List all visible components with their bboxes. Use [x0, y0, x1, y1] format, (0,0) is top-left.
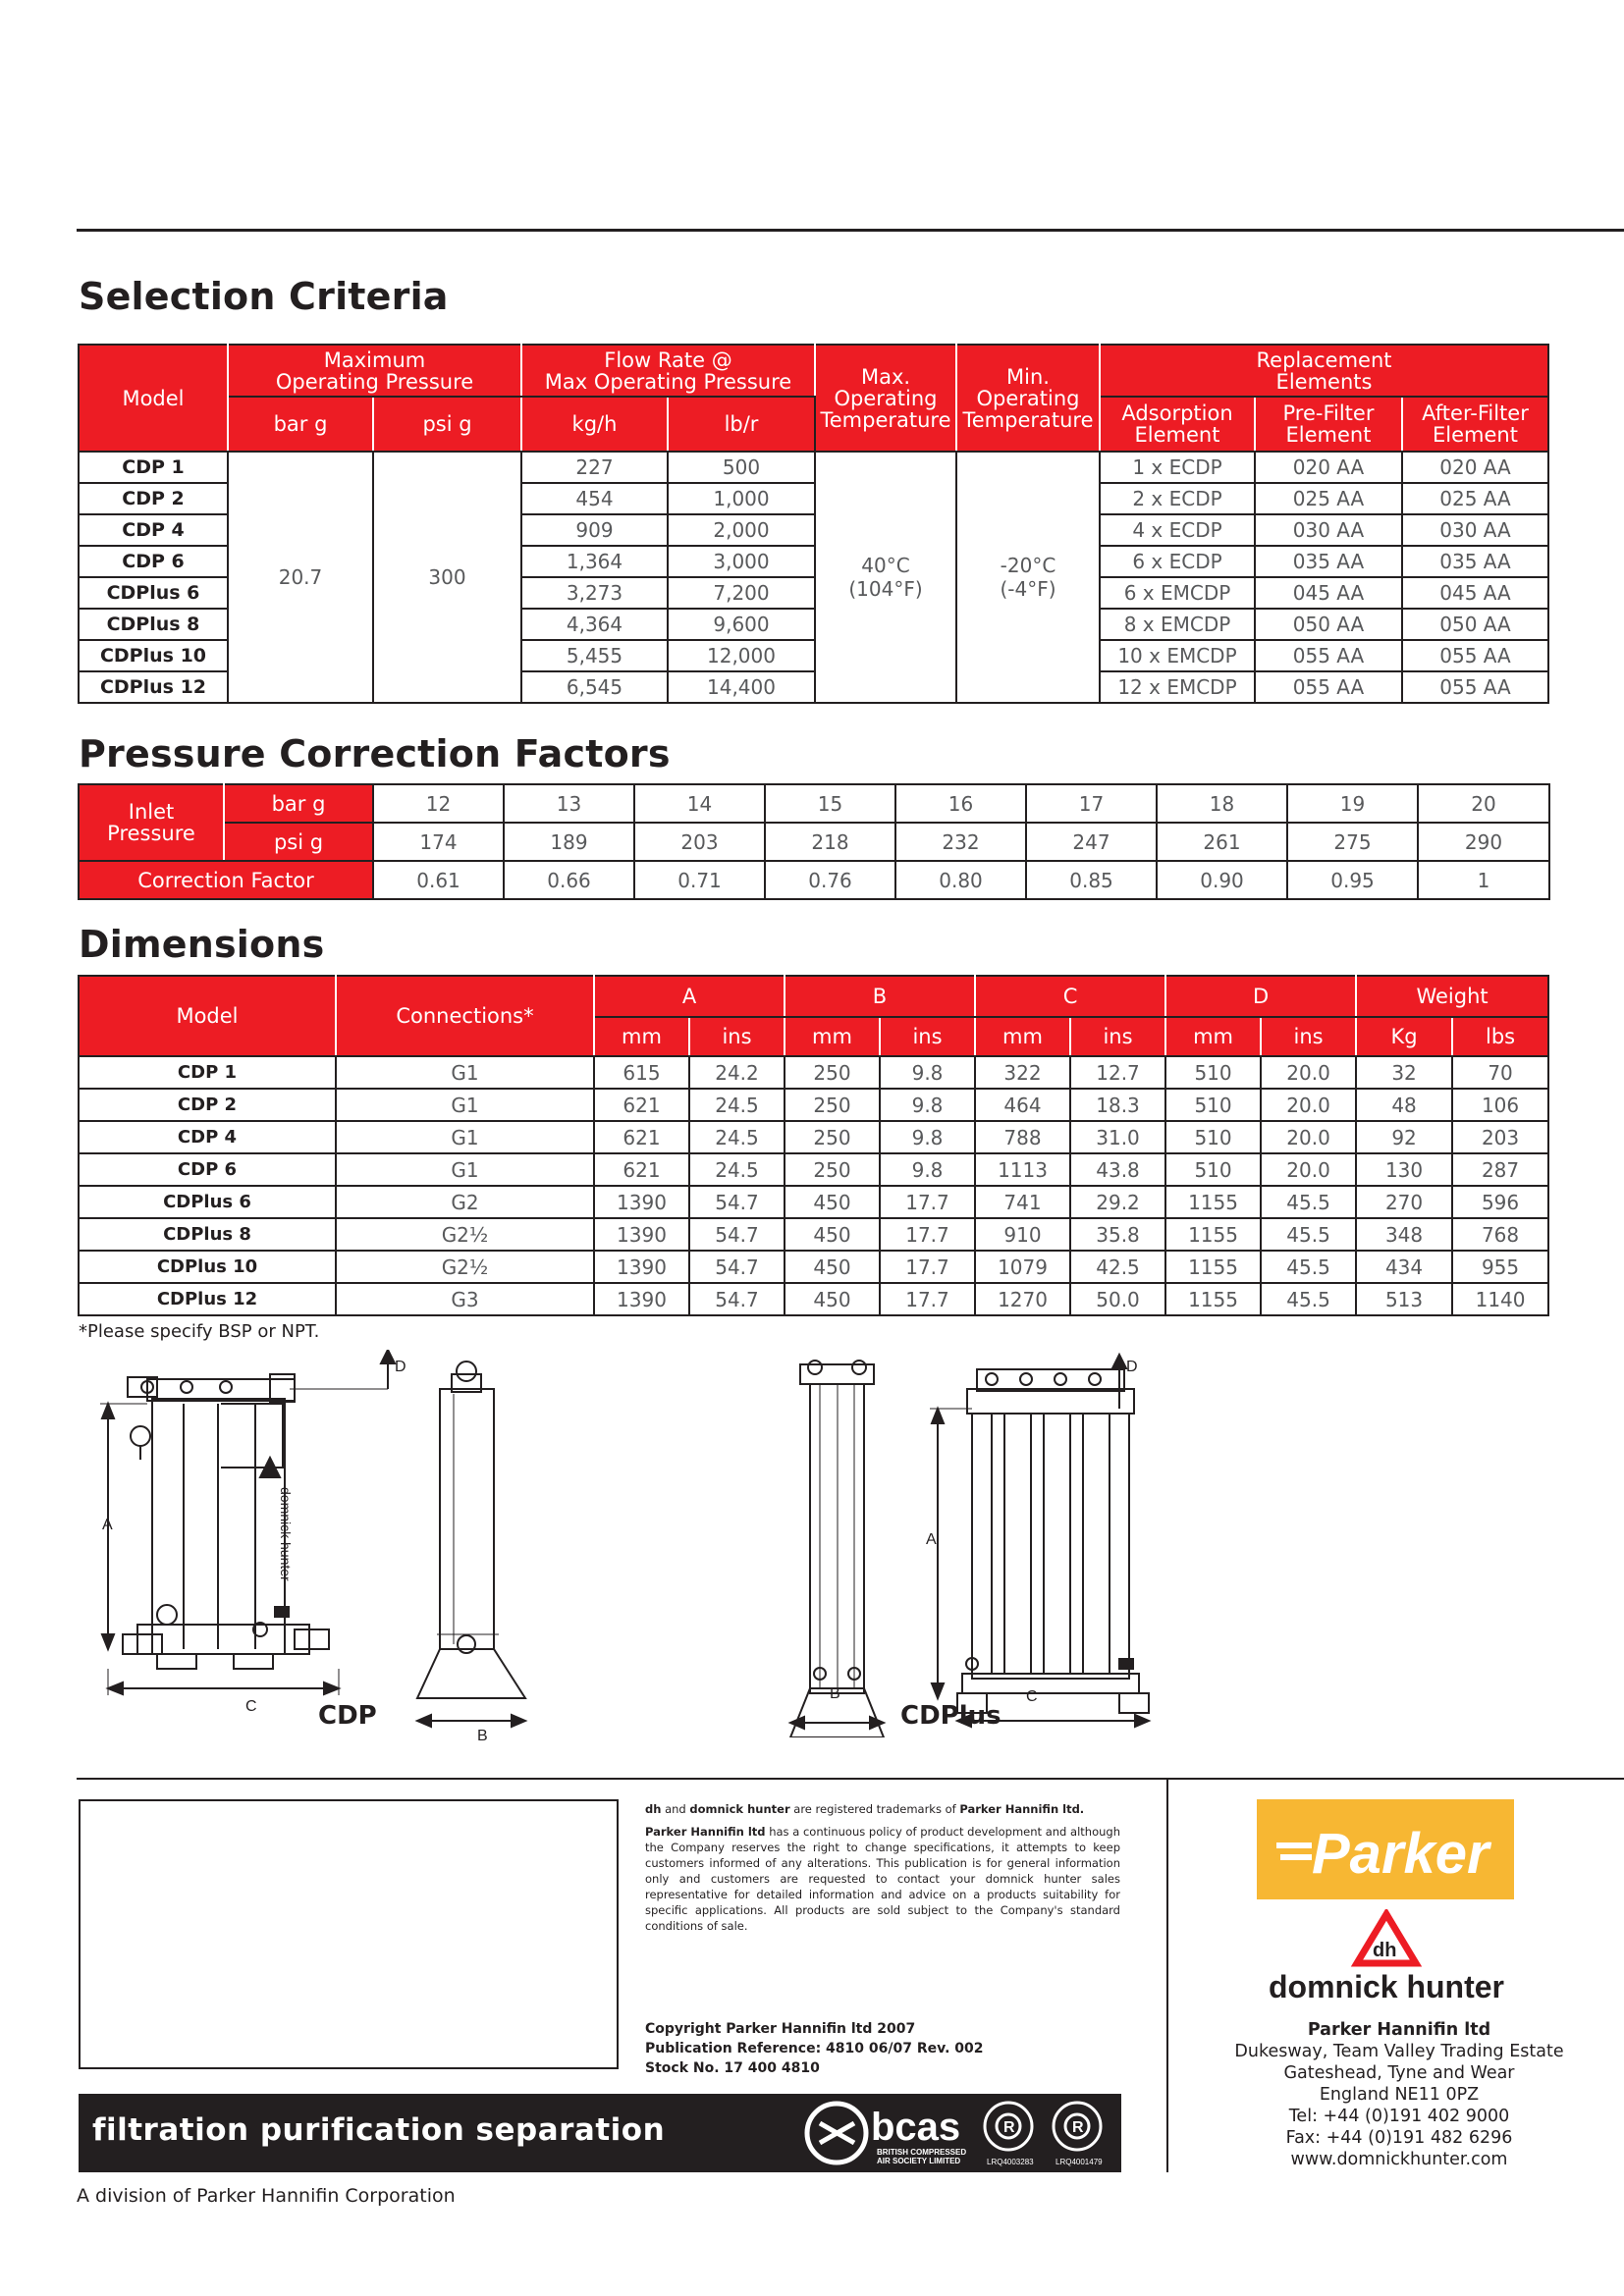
psi-value: 203 [634, 823, 765, 861]
header-ins: ins [1261, 1017, 1356, 1056]
c-in-cell: 29.2 [1070, 1186, 1165, 1218]
lbs-cell: 106 [1452, 1089, 1548, 1121]
adsorption-cell: 1 x ECDP [1100, 452, 1255, 483]
domnick-hunter-logo [1252, 1909, 1522, 2007]
header-model: Model [79, 345, 228, 452]
correction-factor-value: 0.85 [1026, 861, 1157, 899]
pre-filter-cell: 045 AA [1255, 577, 1402, 609]
flow-lbr-cell: 7,200 [668, 577, 815, 609]
d-in-cell: 45.5 [1261, 1251, 1356, 1283]
company-address [1188, 2019, 1610, 2170]
dim-d-label: D [395, 1359, 406, 1375]
trademark-notice: dh and domnick hunter are registered trademarks of Parker Hannifin ltd. [645, 1802, 1085, 1816]
after-filter-cell: 055 AA [1402, 671, 1548, 703]
top-rule [77, 229, 1624, 232]
lbs-cell: 70 [1452, 1056, 1548, 1089]
psi-g-label: psi g [224, 823, 373, 861]
b-in-cell: 9.8 [880, 1153, 975, 1186]
parker-logo [1257, 1799, 1514, 1899]
a-mm-cell: 621 [594, 1121, 689, 1153]
header-mm: mm [975, 1017, 1070, 1056]
dimensions-row [79, 1089, 1548, 1121]
b-in-cell: 9.8 [880, 1056, 975, 1089]
d-mm-cell: 510 [1165, 1153, 1261, 1186]
flow-kgh-cell: 1,364 [521, 546, 668, 577]
cdp-dimension-drawing [88, 1350, 550, 1742]
header-max-temperature: Max. Operating Temperature [815, 345, 956, 452]
lbs-cell: 203 [1452, 1121, 1548, 1153]
inlet-pressure-label: Inlet Pressure [79, 784, 224, 861]
stock-number: Stock No. 17 400 4810 [645, 2060, 820, 2076]
dim-c-label: C [1026, 1688, 1038, 1705]
dim-c-label: C [245, 1698, 257, 1715]
footer-rule [77, 1778, 1624, 1780]
a-mm-cell: 1390 [594, 1283, 689, 1315]
dim-b-label: B [477, 1728, 488, 1742]
model-cell: CDP 4 [79, 514, 228, 546]
kg-cell: 92 [1356, 1121, 1452, 1153]
c-mm-cell: 1113 [975, 1153, 1070, 1186]
bar-value: 20 [1418, 784, 1549, 823]
address-line-1: Dukesway, Team Valley Trading Estate [1234, 2042, 1564, 2061]
header-after-filter-element: After-Filter Element [1402, 397, 1548, 452]
flow-kgh-cell: 3,273 [521, 577, 668, 609]
flow-kgh-cell: 227 [521, 452, 668, 483]
connection-cell: G2½ [336, 1251, 594, 1283]
d-in-cell: 45.5 [1261, 1218, 1356, 1251]
pre-filter-cell: 020 AA [1255, 452, 1402, 483]
address-line-3: England NE11 0PZ [1319, 2085, 1480, 2105]
header-connections: Connections* [336, 976, 594, 1056]
d-mm-cell: 1155 [1165, 1218, 1261, 1251]
b-in-cell: 17.7 [880, 1218, 975, 1251]
dimensions-row [79, 1218, 1548, 1251]
adsorption-cell: 6 x ECDP [1100, 546, 1255, 577]
kg-cell: 434 [1356, 1251, 1452, 1283]
adsorption-cell: 4 x ECDP [1100, 514, 1255, 546]
pre-filter-cell: 055 AA [1255, 640, 1402, 671]
after-filter-cell: 020 AA [1402, 452, 1548, 483]
b-in-cell: 17.7 [880, 1186, 975, 1218]
header-max-operating-pressure: Maximum Operating Pressure [228, 345, 521, 397]
header-min-temperature: Min. Operating Temperature [956, 345, 1100, 452]
certification-number-1: LRQ4003283 [987, 2158, 1034, 2166]
header-lb-r: lb/r [668, 397, 815, 452]
psi-value: 189 [504, 823, 634, 861]
pressure-psi-cell: 300 [373, 452, 521, 703]
b-mm-cell: 450 [785, 1186, 880, 1218]
pre-filter-cell: 055 AA [1255, 671, 1402, 703]
c-in-cell: 12.7 [1070, 1056, 1165, 1089]
address-line-2: Gateshead, Tyne and Wear [1283, 2063, 1515, 2083]
publication-reference: Publication Reference: 4810 06/07 Rev. 002 [645, 2041, 984, 2056]
a-in-cell: 24.5 [689, 1089, 785, 1121]
model-cell: CDPlus 12 [79, 1283, 336, 1315]
header-mm: mm [785, 1017, 880, 1056]
b-mm-cell: 250 [785, 1056, 880, 1089]
dimensions-title: Dimensions [79, 923, 325, 966]
certification-number-2: LRQ4001479 [1056, 2158, 1103, 2166]
header-bar-g: bar g [228, 397, 373, 452]
d-mm-cell: 1155 [1165, 1283, 1261, 1315]
b-in-cell: 17.7 [880, 1251, 975, 1283]
after-filter-cell: 035 AA [1402, 546, 1548, 577]
d-mm-cell: 1155 [1165, 1251, 1261, 1283]
psi-value: 218 [765, 823, 895, 861]
connection-cell: G2 [336, 1186, 594, 1218]
lbs-cell: 287 [1452, 1153, 1548, 1186]
header-dim-b: B [785, 976, 975, 1017]
connections-footnote: *Please specify BSP or NPT. [79, 1321, 320, 1342]
header-adsorption-element: Adsorption Element [1100, 397, 1255, 452]
bar-value: 12 [373, 784, 504, 823]
bar-value: 19 [1287, 784, 1418, 823]
c-mm-cell: 788 [975, 1121, 1070, 1153]
flow-kgh-cell: 909 [521, 514, 668, 546]
c-in-cell: 18.3 [1070, 1089, 1165, 1121]
model-cell: CDP 2 [79, 1089, 336, 1121]
c-in-cell: 35.8 [1070, 1218, 1165, 1251]
bcas-subtitle-1: BRITISH COMPRESSED [877, 2148, 967, 2157]
dimensions-row [79, 1121, 1548, 1153]
psi-value: 247 [1026, 823, 1157, 861]
connection-cell: G1 [336, 1056, 594, 1089]
bar-value: 14 [634, 784, 765, 823]
pre-filter-cell: 050 AA [1255, 609, 1402, 640]
a-mm-cell: 621 [594, 1153, 689, 1186]
connection-cell: G1 [336, 1153, 594, 1186]
flow-lbr-cell: 500 [668, 452, 815, 483]
d-in-cell: 45.5 [1261, 1283, 1356, 1315]
pressure-correction-table [78, 783, 1550, 900]
bcas-cross-icon [820, 2123, 854, 2143]
header-flow-rate: Flow Rate @ Max Operating Pressure [521, 345, 815, 397]
parker-logo-text: Parker [1312, 1822, 1489, 1886]
model-cell: CDPlus 12 [79, 671, 228, 703]
tagline-text: filtration purification separation [92, 2112, 666, 2148]
correction-factor-value: 0.76 [765, 861, 895, 899]
model-cell: CDP 2 [79, 483, 228, 514]
model-cell: CDPlus 10 [79, 640, 228, 671]
website-link[interactable]: www.domnickhunter.com [1290, 2150, 1508, 2169]
a-mm-cell: 621 [594, 1089, 689, 1121]
flow-kgh-cell: 5,455 [521, 640, 668, 671]
adsorption-cell: 8 x EMCDP [1100, 609, 1255, 640]
header-lbs: lbs [1452, 1017, 1548, 1056]
dimensions-table [78, 975, 1549, 1316]
after-filter-cell: 050 AA [1402, 609, 1548, 640]
dh-logo-mark: dh [1373, 1940, 1397, 1961]
blank-panel [79, 1799, 619, 2069]
a-mm-cell: 1390 [594, 1251, 689, 1283]
model-cell: CDPlus 10 [79, 1251, 336, 1283]
flow-lbr-cell: 9,600 [668, 609, 815, 640]
header-kg-h: kg/h [521, 397, 668, 452]
d-mm-cell: 510 [1165, 1089, 1261, 1121]
d-mm-cell: 510 [1165, 1056, 1261, 1089]
flow-lbr-cell: 12,000 [668, 640, 815, 671]
bar-value: 13 [504, 784, 634, 823]
a-in-cell: 54.7 [689, 1186, 785, 1218]
telephone: Tel: +44 (0)191 402 9000 [1288, 2107, 1510, 2126]
cdplus-drawing-label: CDPlus [900, 1701, 1001, 1731]
min-temperature-cell: -20°C (-4°F) [956, 452, 1100, 703]
kg-cell: 48 [1356, 1089, 1452, 1121]
kg-cell: 270 [1356, 1186, 1452, 1218]
after-filter-cell: 030 AA [1402, 514, 1548, 546]
lbs-cell: 1140 [1452, 1283, 1548, 1315]
bar-value: 16 [895, 784, 1026, 823]
b-mm-cell: 250 [785, 1121, 880, 1153]
correction-factor-value: 1 [1418, 861, 1549, 899]
correction-factor-value: 0.71 [634, 861, 765, 899]
adsorption-cell: 10 x EMCDP [1100, 640, 1255, 671]
lbs-cell: 596 [1452, 1186, 1548, 1218]
model-cell: CDPlus 6 [79, 1186, 336, 1218]
header-replacement-elements: Replacement Elements [1100, 345, 1548, 397]
a-in-cell: 24.5 [689, 1153, 785, 1186]
dim-b-label: B [830, 1685, 840, 1702]
c-mm-cell: 741 [975, 1186, 1070, 1218]
lbs-cell: 768 [1452, 1218, 1548, 1251]
policy-notice: Parker Hannifin ltd has a continuous policy of product development and although the Company reserves the right to change specifications, it attempts to keep customers informed of any alterations. This publication is for general information only and customers are requested to contact your domnick hunter sales representative for detailed information and advice on a products suitability for specific applications. All products are sold subject to the Company's standard conditions of sale. [645, 1825, 1121, 1933]
psi-value: 232 [895, 823, 1026, 861]
fax: Fax: +44 (0)191 482 6296 [1285, 2128, 1513, 2148]
b-in-cell: 17.7 [880, 1283, 975, 1315]
division-text: A division of Parker Hannifin Corporation [77, 2185, 456, 2207]
correction-factor-value: 0.90 [1157, 861, 1287, 899]
a-in-cell: 54.7 [689, 1251, 785, 1283]
selection-criteria-table [78, 344, 1549, 704]
b-mm-cell: 250 [785, 1089, 880, 1121]
c-in-cell: 31.0 [1070, 1121, 1165, 1153]
after-filter-cell: 045 AA [1402, 577, 1548, 609]
model-cell: CDP 1 [79, 452, 228, 483]
connection-cell: G3 [336, 1283, 594, 1315]
dimensions-row [79, 1251, 1548, 1283]
model-cell: CDP 6 [79, 1153, 336, 1186]
model-cell: CDPlus 8 [79, 609, 228, 640]
header-mm: mm [594, 1017, 689, 1056]
dim-a-label: A [102, 1517, 113, 1533]
correction-factor-label: Correction Factor [79, 861, 373, 899]
b-mm-cell: 450 [785, 1283, 880, 1315]
kg-cell: 130 [1356, 1153, 1452, 1186]
d-in-cell: 45.5 [1261, 1186, 1356, 1218]
bcas-logo-text: bcas [871, 2106, 961, 2149]
a-mm-cell: 1390 [594, 1186, 689, 1218]
b-mm-cell: 450 [785, 1251, 880, 1283]
header-ins: ins [689, 1017, 785, 1056]
d-mm-cell: 1155 [1165, 1186, 1261, 1218]
dimensions-row [79, 1283, 1548, 1315]
c-in-cell: 50.0 [1070, 1283, 1165, 1315]
header-pre-filter-element: Pre-Filter Element [1255, 397, 1402, 452]
a-mm-cell: 615 [594, 1056, 689, 1089]
after-filter-cell: 025 AA [1402, 483, 1548, 514]
psi-value: 290 [1418, 823, 1549, 861]
pre-filter-cell: 025 AA [1255, 483, 1402, 514]
b-in-cell: 9.8 [880, 1089, 975, 1121]
adsorption-cell: 6 x EMCDP [1100, 577, 1255, 609]
header-dim-a: A [594, 976, 785, 1017]
psi-value: 275 [1287, 823, 1418, 861]
pre-filter-cell: 030 AA [1255, 514, 1402, 546]
copyright-text: Copyright Parker Hannifin ltd 2007 [645, 2021, 916, 2037]
pressure-correction-title: Pressure Correction Factors [79, 732, 671, 775]
c-mm-cell: 322 [975, 1056, 1070, 1089]
c-in-cell: 42.5 [1070, 1251, 1165, 1283]
a-mm-cell: 1390 [594, 1218, 689, 1251]
cdp-drawing-label: CDP [318, 1701, 377, 1731]
c-mm-cell: 1079 [975, 1251, 1070, 1283]
header-dim-d: D [1165, 976, 1356, 1017]
header-psi-g: psi g [373, 397, 521, 452]
dim-a-label: A [926, 1531, 937, 1548]
d-in-cell: 20.0 [1261, 1153, 1356, 1186]
header-dim-c: C [975, 976, 1165, 1017]
bar-value: 17 [1026, 784, 1157, 823]
flow-kgh-cell: 4,364 [521, 609, 668, 640]
flow-lbr-cell: 1,000 [668, 483, 815, 514]
footer-divider [1166, 1778, 1168, 2172]
flow-kgh-cell: 454 [521, 483, 668, 514]
connection-cell: G2½ [336, 1218, 594, 1251]
svg-text:R: R [1003, 2119, 1015, 2136]
selection-criteria-title: Selection Criteria [79, 275, 449, 318]
header-mm: mm [1165, 1017, 1261, 1056]
after-filter-cell: 055 AA [1402, 640, 1548, 671]
header-weight: Weight [1356, 976, 1548, 1017]
lbs-cell: 955 [1452, 1251, 1548, 1283]
model-cell: CDPlus 8 [79, 1218, 336, 1251]
correction-factor-value: 0.80 [895, 861, 1026, 899]
model-cell: CDPlus 6 [79, 577, 228, 609]
adsorption-cell: 12 x EMCDP [1100, 671, 1255, 703]
bar-value: 15 [765, 784, 895, 823]
kg-cell: 32 [1356, 1056, 1452, 1089]
flow-kgh-cell: 6,545 [521, 671, 668, 703]
dimensions-row [79, 1186, 1548, 1218]
publication-info [645, 2019, 984, 2078]
connection-cell: G1 [336, 1121, 594, 1153]
flow-lbr-cell: 2,000 [668, 514, 815, 546]
bcas-subtitle-2: AIR SOCIETY LIMITED [877, 2157, 961, 2165]
bar-g-label: bar g [224, 784, 373, 823]
a-in-cell: 24.5 [689, 1121, 785, 1153]
c-mm-cell: 910 [975, 1218, 1070, 1251]
b-mm-cell: 450 [785, 1218, 880, 1251]
address-company: Parker Hannifin ltd [1307, 2020, 1491, 2040]
a-in-cell: 54.7 [689, 1218, 785, 1251]
dimensions-row [79, 1153, 1548, 1186]
product-mark-label: domnick hunter [278, 1487, 294, 1581]
flow-lbr-cell: 14,400 [668, 671, 815, 703]
d-mm-cell: 510 [1165, 1121, 1261, 1153]
a-in-cell: 54.7 [689, 1283, 785, 1315]
dim-d-label: D [1126, 1359, 1138, 1375]
pre-filter-cell: 035 AA [1255, 546, 1402, 577]
model-cell: CDP 4 [79, 1121, 336, 1153]
model-cell: CDP 6 [79, 546, 228, 577]
svg-text:R: R [1072, 2119, 1084, 2136]
d-in-cell: 20.0 [1261, 1056, 1356, 1089]
psi-value: 174 [373, 823, 504, 861]
c-mm-cell: 1270 [975, 1283, 1070, 1315]
model-cell: CDP 1 [79, 1056, 336, 1089]
c-mm-cell: 464 [975, 1089, 1070, 1121]
adsorption-cell: 2 x ECDP [1100, 483, 1255, 514]
flow-lbr-cell: 3,000 [668, 546, 815, 577]
max-temperature-cell: 40°C (104°F) [815, 452, 956, 703]
psi-value: 261 [1157, 823, 1287, 861]
b-mm-cell: 250 [785, 1153, 880, 1186]
d-in-cell: 20.0 [1261, 1089, 1356, 1121]
header-kg: Kg [1356, 1017, 1452, 1056]
header-ins: ins [1070, 1017, 1165, 1056]
header-model: Model [79, 976, 336, 1056]
c-in-cell: 43.8 [1070, 1153, 1165, 1186]
d-in-cell: 20.0 [1261, 1121, 1356, 1153]
bar-value: 18 [1157, 784, 1287, 823]
correction-factor-value: 0.61 [373, 861, 504, 899]
header-ins: ins [880, 1017, 975, 1056]
dimensions-row [79, 1056, 1548, 1089]
a-in-cell: 24.2 [689, 1056, 785, 1089]
certification-logos [800, 2097, 1119, 2169]
kg-cell: 513 [1356, 1283, 1452, 1315]
connection-cell: G1 [336, 1089, 594, 1121]
cdplus-dimension-drawing [781, 1350, 1173, 1737]
dh-logo-text: domnick hunter [1268, 1969, 1505, 2004]
b-in-cell: 9.8 [880, 1121, 975, 1153]
pressure-bar-cell: 20.7 [228, 452, 373, 703]
correction-factor-value: 0.66 [504, 861, 634, 899]
kg-cell: 348 [1356, 1218, 1452, 1251]
correction-factor-value: 0.95 [1287, 861, 1418, 899]
